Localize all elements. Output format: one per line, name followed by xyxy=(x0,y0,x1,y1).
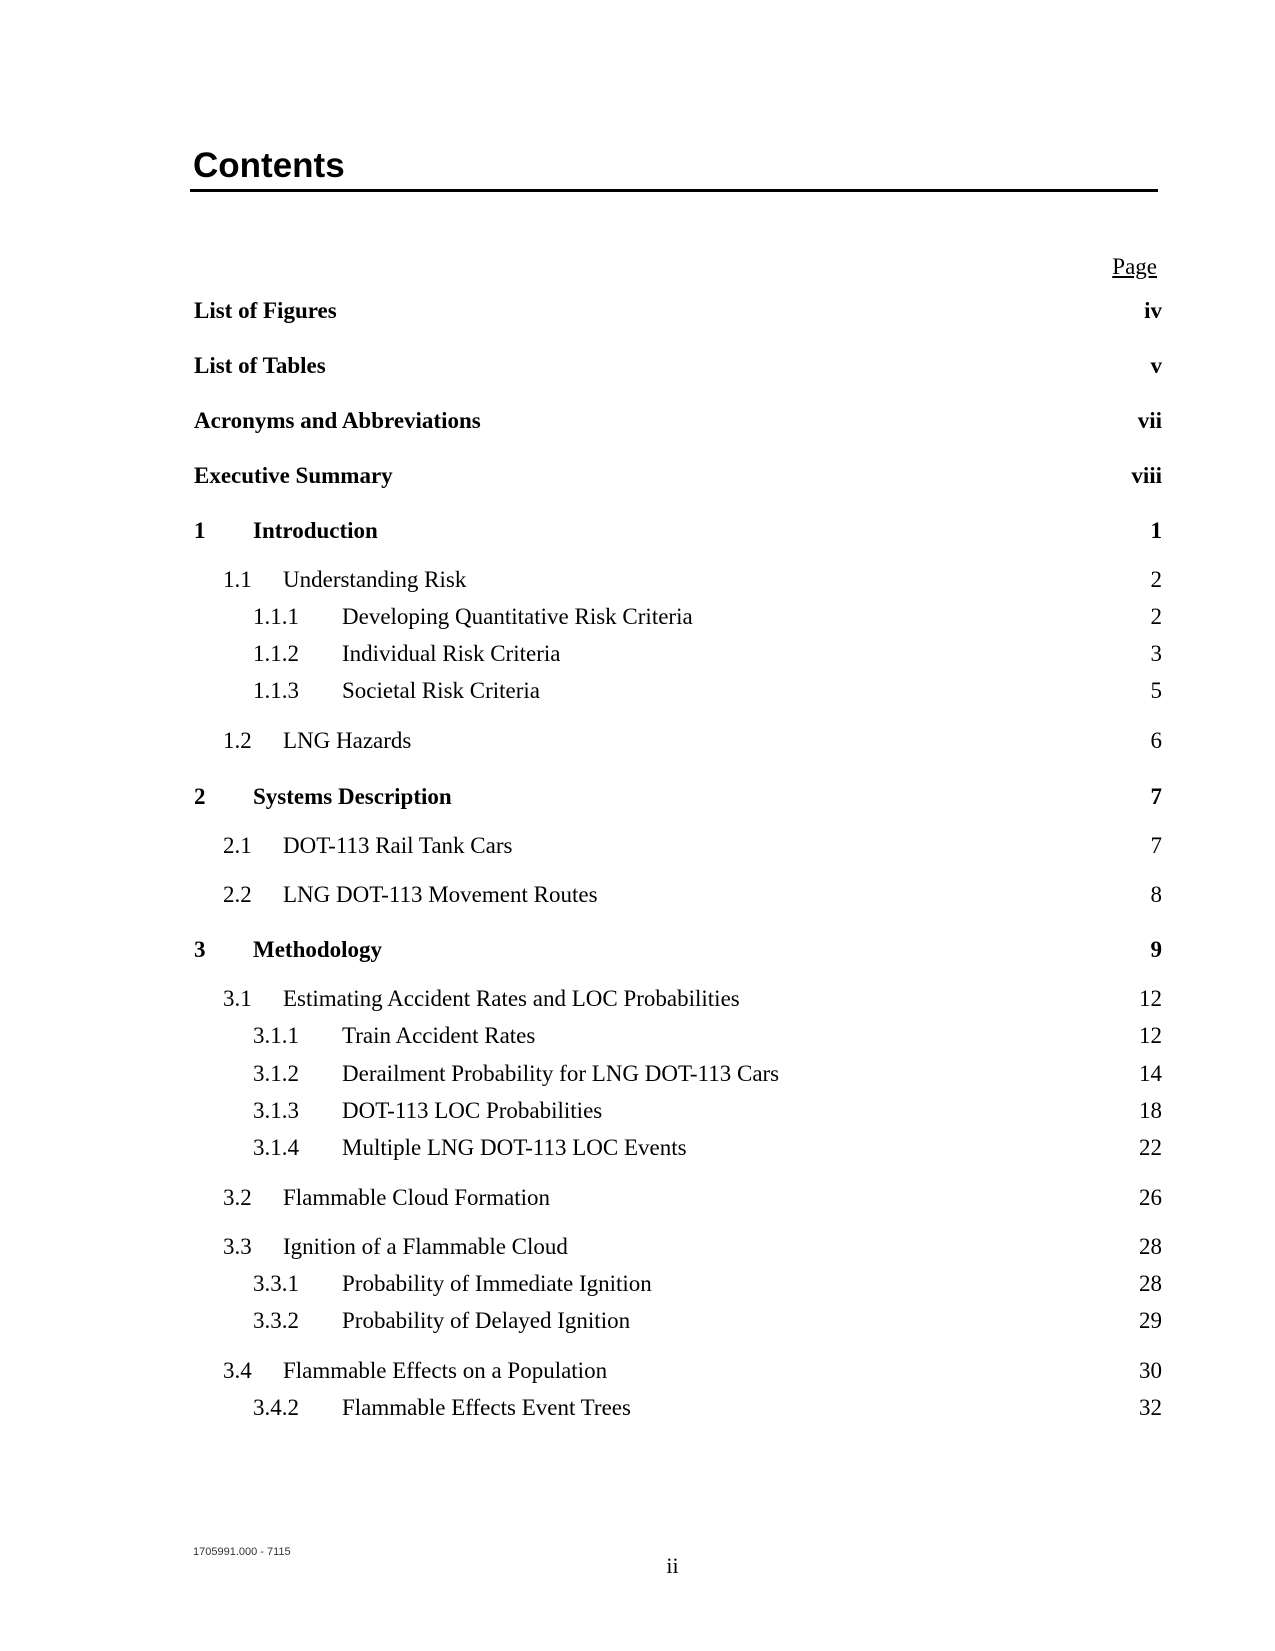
toc-entry[interactable] xyxy=(0,1019,1275,1053)
toc-entry-number: 3.1.4 xyxy=(253,1135,299,1160)
toc-entry-title: Flammable Effects Event Trees xyxy=(342,1395,631,1420)
toc-entry-number: 2.1 xyxy=(223,833,252,858)
toc-entry-number: 3.3 xyxy=(223,1234,252,1259)
toc-entry-title: Ignition of a Flammable Cloud xyxy=(283,1234,568,1259)
toc-entry-page: v xyxy=(1150,353,1162,378)
toc-entry[interactable] xyxy=(0,637,1275,671)
toc-entry-page: 32 xyxy=(1139,1395,1162,1420)
toc-entry-page: 12 xyxy=(1139,1023,1162,1048)
toc-entry-title: Multiple LNG DOT-113 LOC Events xyxy=(342,1135,687,1160)
toc-entry-title: DOT-113 Rail Tank Cars xyxy=(283,833,513,858)
toc-entry[interactable] xyxy=(0,1057,1275,1091)
toc-entry-number: 3.3.2 xyxy=(253,1308,299,1333)
toc-entry-page: 6 xyxy=(1150,728,1162,753)
toc-entry-page: 26 xyxy=(1139,1185,1162,1210)
toc-entry-number: 3 xyxy=(194,937,206,962)
toc-entry[interactable] xyxy=(0,459,1275,493)
toc-entry-page: 29 xyxy=(1139,1308,1162,1333)
toc-entry-title: LNG Hazards xyxy=(283,728,412,753)
contents-heading: Contents xyxy=(193,146,345,185)
toc-entry[interactable] xyxy=(0,674,1275,708)
toc-entry[interactable] xyxy=(0,294,1275,328)
toc-entry-page: 28 xyxy=(1139,1234,1162,1259)
toc-entry[interactable] xyxy=(0,933,1275,967)
toc-entry[interactable] xyxy=(0,1181,1275,1215)
toc-entry-page: 7 xyxy=(1150,784,1162,809)
toc-entry[interactable] xyxy=(0,878,1275,912)
toc-entry-number: 1.1.2 xyxy=(253,641,299,666)
toc-entry-page: 5 xyxy=(1150,678,1162,703)
toc-entry-page: iv xyxy=(1144,298,1162,323)
toc-entry-title: Methodology xyxy=(253,937,383,962)
toc-entry[interactable] xyxy=(0,780,1275,814)
toc-entry-page: 30 xyxy=(1139,1358,1162,1383)
toc-entry-title: Flammable Cloud Formation xyxy=(283,1185,551,1210)
toc-entry[interactable] xyxy=(0,349,1275,383)
toc-entry-title: List of Tables xyxy=(194,353,326,378)
toc-entry-number: 1 xyxy=(194,518,206,543)
toc-entry-number: 1.2 xyxy=(223,728,252,753)
toc-entry-title: Individual Risk Criteria xyxy=(342,641,561,666)
toc-entry-title: Understanding Risk xyxy=(283,567,467,592)
toc-entry-number: 3.1 xyxy=(223,986,252,1011)
toc-entry[interactable] xyxy=(0,1230,1275,1264)
toc-entry[interactable] xyxy=(0,1131,1275,1165)
toc-entry-page: 2 xyxy=(1150,604,1162,629)
document-id: 1705991.000 - 7115 xyxy=(193,1546,291,1558)
toc-entry-number: 1.1 xyxy=(223,567,252,592)
toc-entry-number: 3.4.2 xyxy=(253,1395,299,1420)
toc-entry-title: Train Accident Rates xyxy=(342,1023,536,1048)
toc-entry-number: 3.3.1 xyxy=(253,1271,299,1296)
toc-entry-title: Introduction xyxy=(253,518,378,543)
toc-entry-title: Probability of Delayed Ignition xyxy=(342,1308,631,1333)
toc-entry-page: 7 xyxy=(1150,833,1162,858)
toc-entry[interactable] xyxy=(0,1267,1275,1301)
page-column-label: Page xyxy=(1112,254,1157,279)
toc-entry-number: 3.1.1 xyxy=(253,1023,299,1048)
toc-entry-page: 14 xyxy=(1139,1061,1162,1086)
toc-entry-page: viii xyxy=(1131,463,1162,488)
toc-entry[interactable] xyxy=(0,1094,1275,1128)
toc-entry-title: Systems Description xyxy=(253,784,452,809)
toc-entry[interactable] xyxy=(0,829,1275,863)
toc-entry-page: 22 xyxy=(1139,1135,1162,1160)
toc-entry-number: 1.1.1 xyxy=(253,604,299,629)
toc-entry-page: 2 xyxy=(1150,567,1162,592)
page-number: ii xyxy=(666,1553,679,1578)
toc-entry-title: Executive Summary xyxy=(194,463,393,488)
toc-entry[interactable] xyxy=(0,600,1275,634)
toc-entry-title: DOT-113 LOC Probabilities xyxy=(342,1098,603,1123)
toc-entry-number: 1.1.3 xyxy=(253,678,299,703)
toc-entry-title: Probability of Immediate Ignition xyxy=(342,1271,652,1296)
toc-entry-number: 2.2 xyxy=(223,882,252,907)
toc-entry-page: vii xyxy=(1137,408,1162,433)
toc-entry-title: Estimating Accident Rates and LOC Probabilities xyxy=(283,986,740,1011)
toc-entry-number: 3.2 xyxy=(223,1185,252,1210)
toc-entry-page: 18 xyxy=(1139,1098,1162,1123)
toc-entry-title: Developing Quantitative Risk Criteria xyxy=(342,604,693,629)
toc-entry-title: Derailment Probability for LNG DOT-113 Cars xyxy=(342,1061,780,1086)
toc-entry[interactable] xyxy=(0,1391,1275,1425)
toc-entry-title: Acronyms and Abbreviations xyxy=(194,408,481,433)
toc-entry[interactable] xyxy=(0,1304,1275,1338)
toc-entry-page: 8 xyxy=(1150,882,1162,907)
toc-entry[interactable] xyxy=(0,724,1275,758)
toc-entry-page: 12 xyxy=(1139,986,1162,1011)
toc-entry[interactable] xyxy=(0,982,1275,1016)
toc-entry-number: 3.1.2 xyxy=(253,1061,299,1086)
toc-entry[interactable] xyxy=(0,1354,1275,1388)
toc-entry[interactable] xyxy=(0,563,1275,597)
toc-entry-page: 3 xyxy=(1150,641,1162,666)
toc-entry-title: Flammable Effects on a Population xyxy=(283,1358,608,1383)
toc-entry-number: 3.1.3 xyxy=(253,1098,299,1123)
toc-entry-title: Societal Risk Criteria xyxy=(342,678,541,703)
toc-entry-number: 3.4 xyxy=(223,1358,252,1383)
toc-entry-title: LNG DOT-113 Movement Routes xyxy=(283,882,598,907)
toc-entry-number: 2 xyxy=(194,784,206,809)
toc-entry-page: 9 xyxy=(1150,937,1162,962)
toc-entry-page: 28 xyxy=(1139,1271,1162,1296)
toc-entry[interactable] xyxy=(0,404,1275,438)
toc-entry-title: List of Figures xyxy=(194,298,337,323)
toc-entry[interactable] xyxy=(0,514,1275,548)
toc-entry-page: 1 xyxy=(1150,518,1162,543)
